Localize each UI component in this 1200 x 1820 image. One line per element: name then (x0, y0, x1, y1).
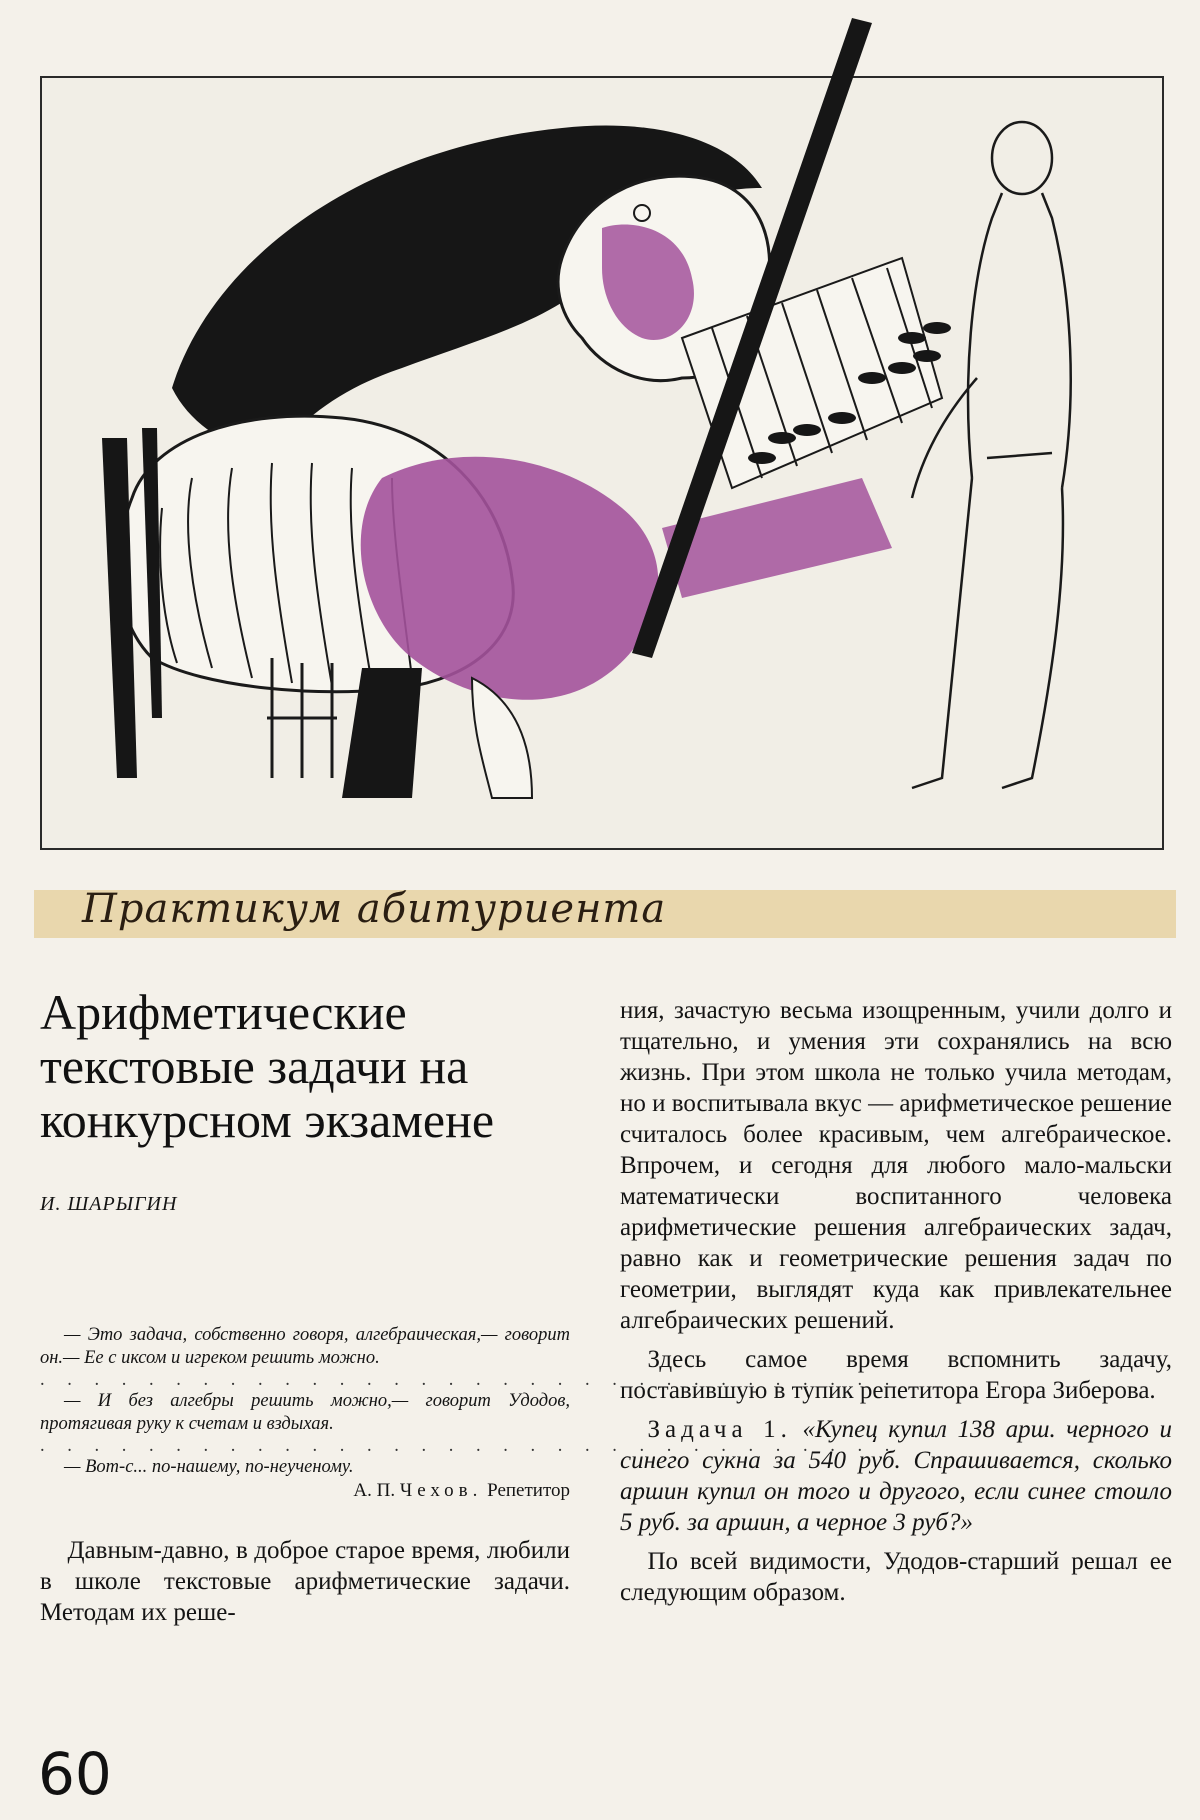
abacus-scene-drawing (42, 78, 1162, 848)
source-initials: А. П. (353, 1480, 396, 1501)
epigraph-source (40, 1479, 570, 1503)
paragraph-recall: Здесь самое время вспомнить задачу, поставившую в тупик репетитора Егора Зиберова. (620, 1346, 1172, 1404)
illustration (40, 76, 1164, 850)
task-statement: «Купец купил 138 арш. черного и синего сукна за 540 руб. Спрашивается, сколько аршин купил он того и другого, если синее стоило 5 руб. за аршин, а черное 3 руб?» (620, 1416, 1172, 1536)
epigraph-ellipsis: . . . . . . . . . . . . . . . . . . . . . . . . . . . . . . . . (40, 1370, 899, 1390)
paragraph-solution-intro: По всей видимости, Удодов-старший решал ее следующим образом. (620, 1548, 1172, 1606)
epigraph-ellipsis: . . . . . . . . . . . . . . . . . . . . . . . . . . . . . . . . (40, 1436, 899, 1456)
source-name: Чехов. (399, 1480, 483, 1501)
page-number: 60 (38, 1740, 112, 1808)
right-column (620, 995, 1172, 1616)
paragraph-intro-continued: ния, зачастую весьма изощренным, учили долго и тщательно, и умения эти сохранялись на всю жизнь. При этом школа не только учила методам, но и воспитывала вкус — арифметическое решение считалось более красивым, чем алгебраическое. Впрочем, и сегодня для любого мало-мальски математически воспитанного человека арифметические решения алгебраических задач, равно как и геометрические решения задач по геометрии, выглядят куда как привлекательнее алгебраических решений. (620, 997, 1173, 1334)
paragraph-task-1 (620, 1414, 1172, 1538)
epigraph-line: — Это задача, собственно говоря, алгебраическая,— говорит он.— Ее с иксом и игреком решить можно. (40, 1325, 570, 1368)
epigraph-line: — И без алгебры решить можно,— говорит Удодов, протягивая руку к счетам и вздыхая. (40, 1391, 570, 1434)
rubric-title: Практикум абитуриента (82, 886, 667, 932)
article-author: И. ШАРЫГИН (40, 1193, 178, 1215)
rubric-banner (34, 886, 1176, 938)
paragraph-intro-start: Давным-давно, в доброе старое время, любили в школе текстовые арифметические задачи. Методам их реше- (40, 1537, 570, 1626)
source-title: Репетитор (487, 1480, 570, 1501)
epigraph-line: — Вот-с... по-нашему, по-неученому. (64, 1457, 354, 1477)
task-label: Задача 1. (647, 1416, 792, 1443)
coat-dark-stroke (102, 438, 137, 778)
standing-figure (912, 122, 1071, 788)
article-title: Арифметические текстовые задачи на конкурсном экзамене (40, 984, 495, 1148)
